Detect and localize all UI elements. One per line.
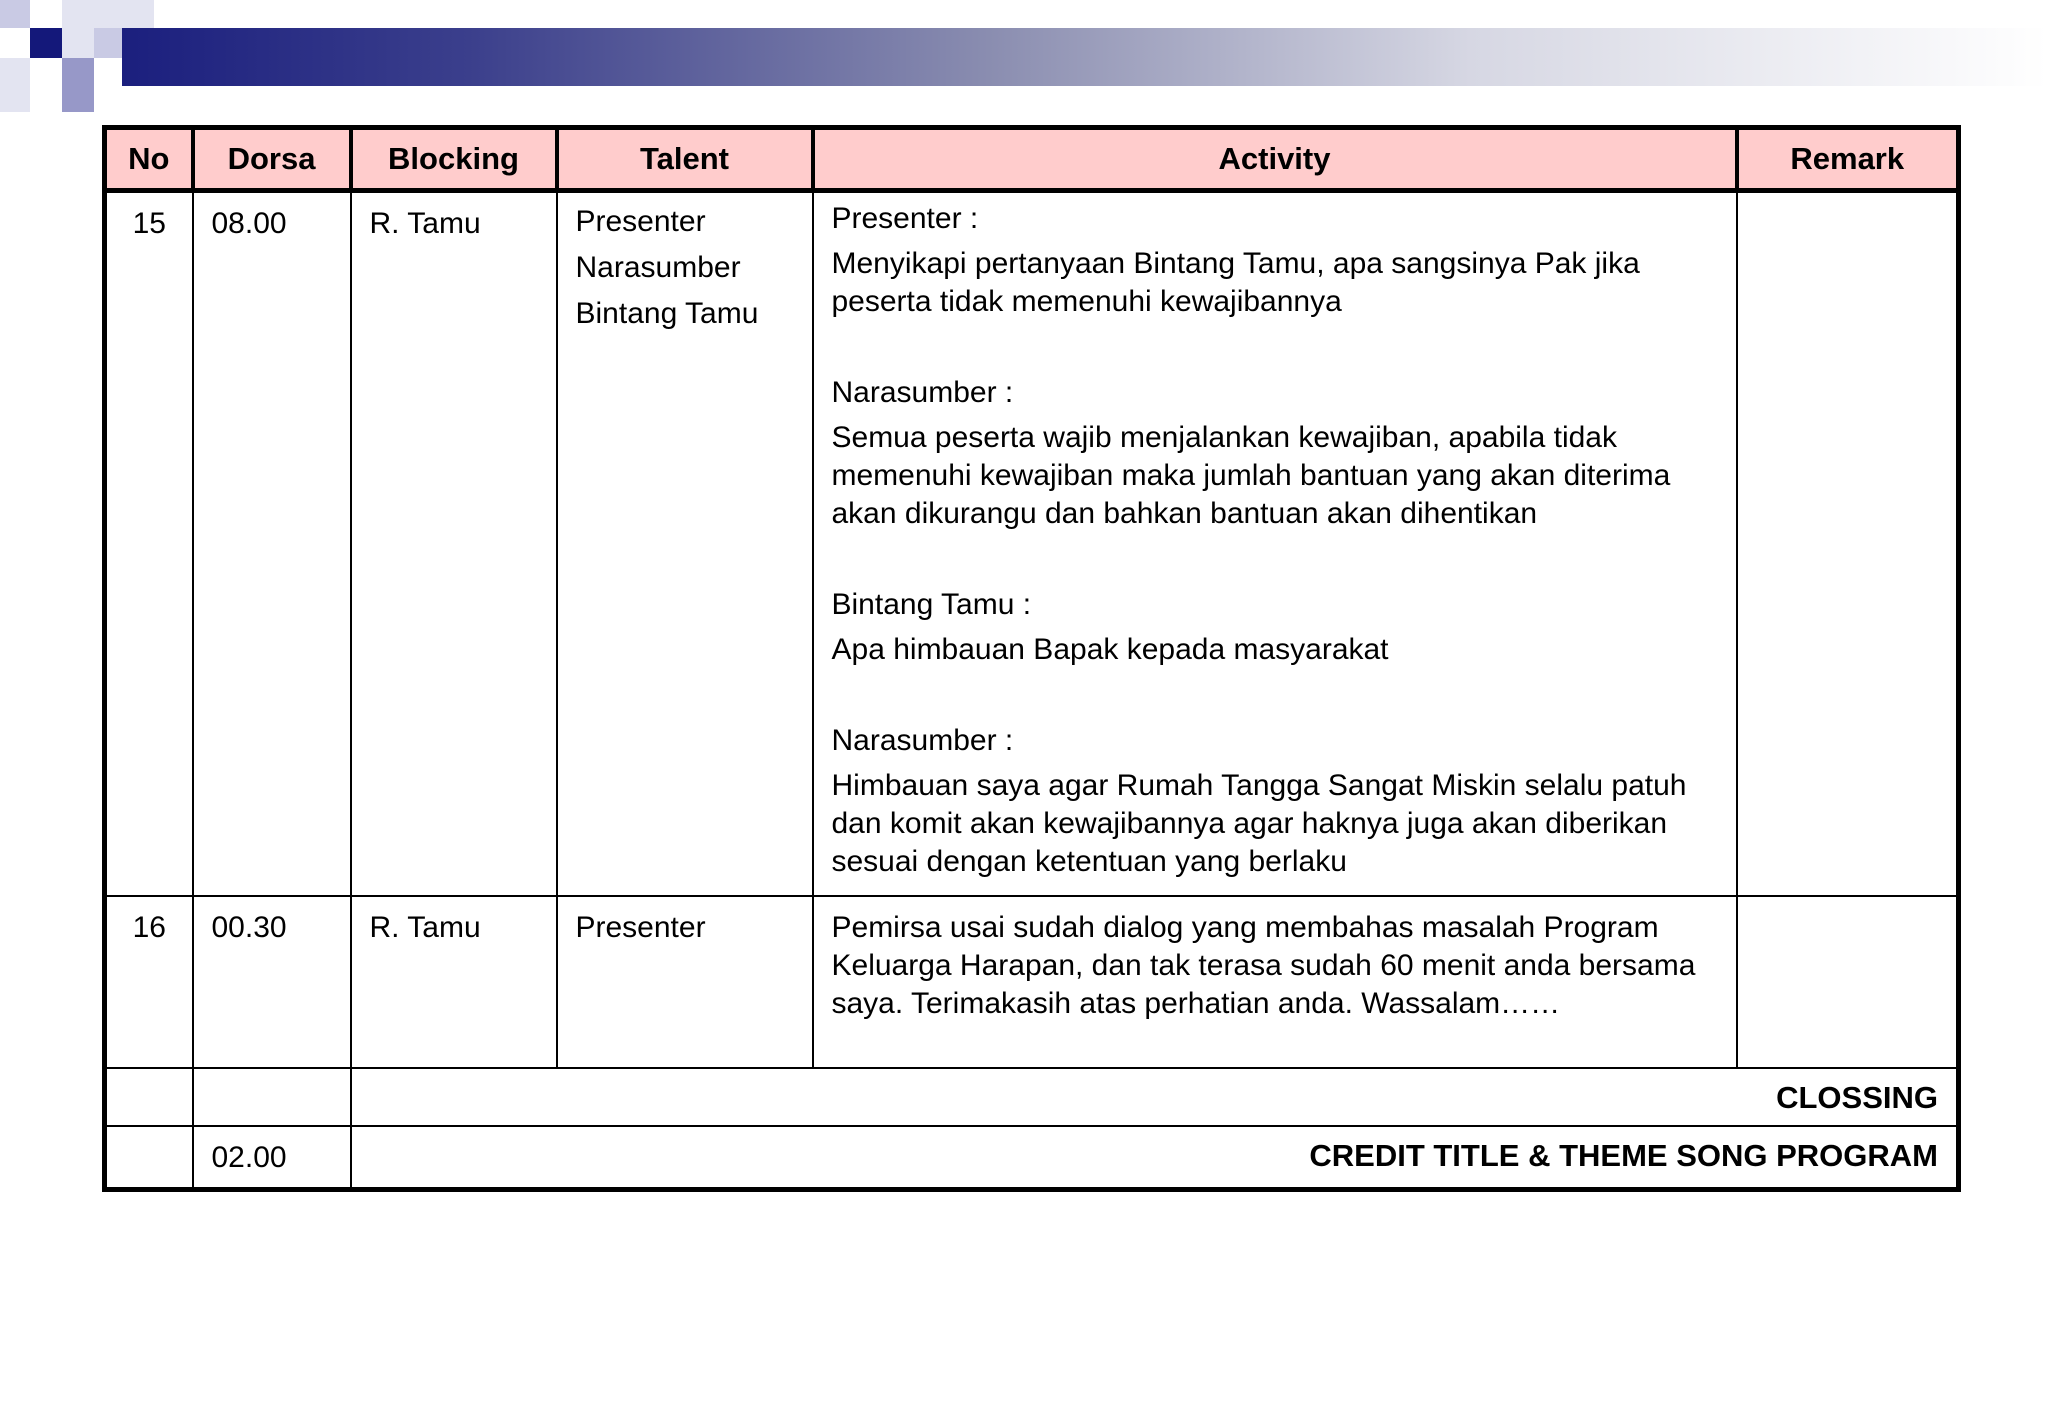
decorative-square [62,58,94,112]
cell-dorsa: 08.00 [193,191,351,897]
cell-activity [813,191,1737,897]
activity-block [832,721,1718,881]
header-talent: Talent [557,128,813,191]
rundown-table [102,125,1961,1192]
activity-line: Apa himbauan Bapak kepada masyarakat [831,633,1389,666]
credit-label-cell [351,1126,1959,1190]
credit-label: CREDIT TITLE & THEME SONG PROGRAM [1309,1138,1938,1173]
talent-item: Bintang Tamu [575,297,759,330]
activity-block [832,585,1718,669]
header-remark: Remark [1737,128,1959,191]
cell-activity [813,896,1737,1068]
header-dorsa: Dorsa [193,128,351,191]
activity-line: Menyikapi pertanyaan Bintang Tamu, apa sangsinya Pak jika peserta tidak memenuhi kewajibannya [831,247,1640,318]
cell-no: 16 [105,896,193,1068]
activity-speaker: Bintang Tamu : [831,588,1032,621]
slide-header-banner [0,0,2048,120]
closing-row [105,1068,1959,1126]
activity-speaker: Narasumber : [831,724,1014,757]
cell-blocking: R. Tamu [351,191,557,897]
activity-line: Himbauan saya agar Rumah Tangga Sangat Miskin selalu patuh dan komit akan kewajibannya agar haknya juga akan diberikan sesuai dengan ketentuan yang berlaku [831,769,1687,878]
cell-dorsa: 02.00 [193,1126,351,1190]
activity-block [832,373,1718,533]
activity-line: Semua peserta wajib menjalankan kewajiban, apabila tidak memenuhi kewajiban maka jumlah bantuan yang akan diterima akan dikurangu dan bahkan bantuan akan dihentikan [831,421,1671,530]
table-row [105,896,1959,1068]
decorative-square [30,28,62,58]
closing-label-cell [351,1068,1959,1126]
decorative-square [62,0,92,28]
cell-remark [1737,896,1959,1068]
talent-item: Narasumber [575,251,741,284]
cell-no: 15 [105,191,193,897]
decorative-square [92,0,154,28]
activity-speaker: Presenter : [831,202,979,235]
closing-label: CLOSSING [1776,1080,1938,1115]
activity-speaker: Narasumber : [831,376,1014,409]
decorative-square [0,0,30,28]
talent-item: Presenter [575,911,706,944]
cell-blocking: R. Tamu [351,896,557,1068]
decorative-square [62,28,94,58]
header-no: No [105,128,193,191]
cell-no [105,1068,193,1126]
header-blocking: Blocking [351,128,557,191]
cell-remark [1737,191,1959,897]
activity-line: Pemirsa usai sudah dialog yang membahas masalah Program Keluarga Harapan, dan tak terasa sudah 60 menit anda bersama saya. Terimakasih atas perhatian anda. Wassalam…… [831,911,1696,1020]
table-header-row [105,128,1959,191]
cell-no [105,1126,193,1190]
activity-block [832,199,1718,321]
talent-item: Presenter [575,205,706,238]
table-row [105,191,1959,897]
decorative-square [0,58,30,112]
cell-dorsa [193,1068,351,1126]
gradient-bar [122,28,2048,86]
credit-row [105,1126,1959,1190]
cell-talent [557,191,813,897]
decorative-square [94,28,124,58]
header-activity: Activity [813,128,1737,191]
cell-dorsa: 00.30 [193,896,351,1068]
cell-talent [557,896,813,1068]
